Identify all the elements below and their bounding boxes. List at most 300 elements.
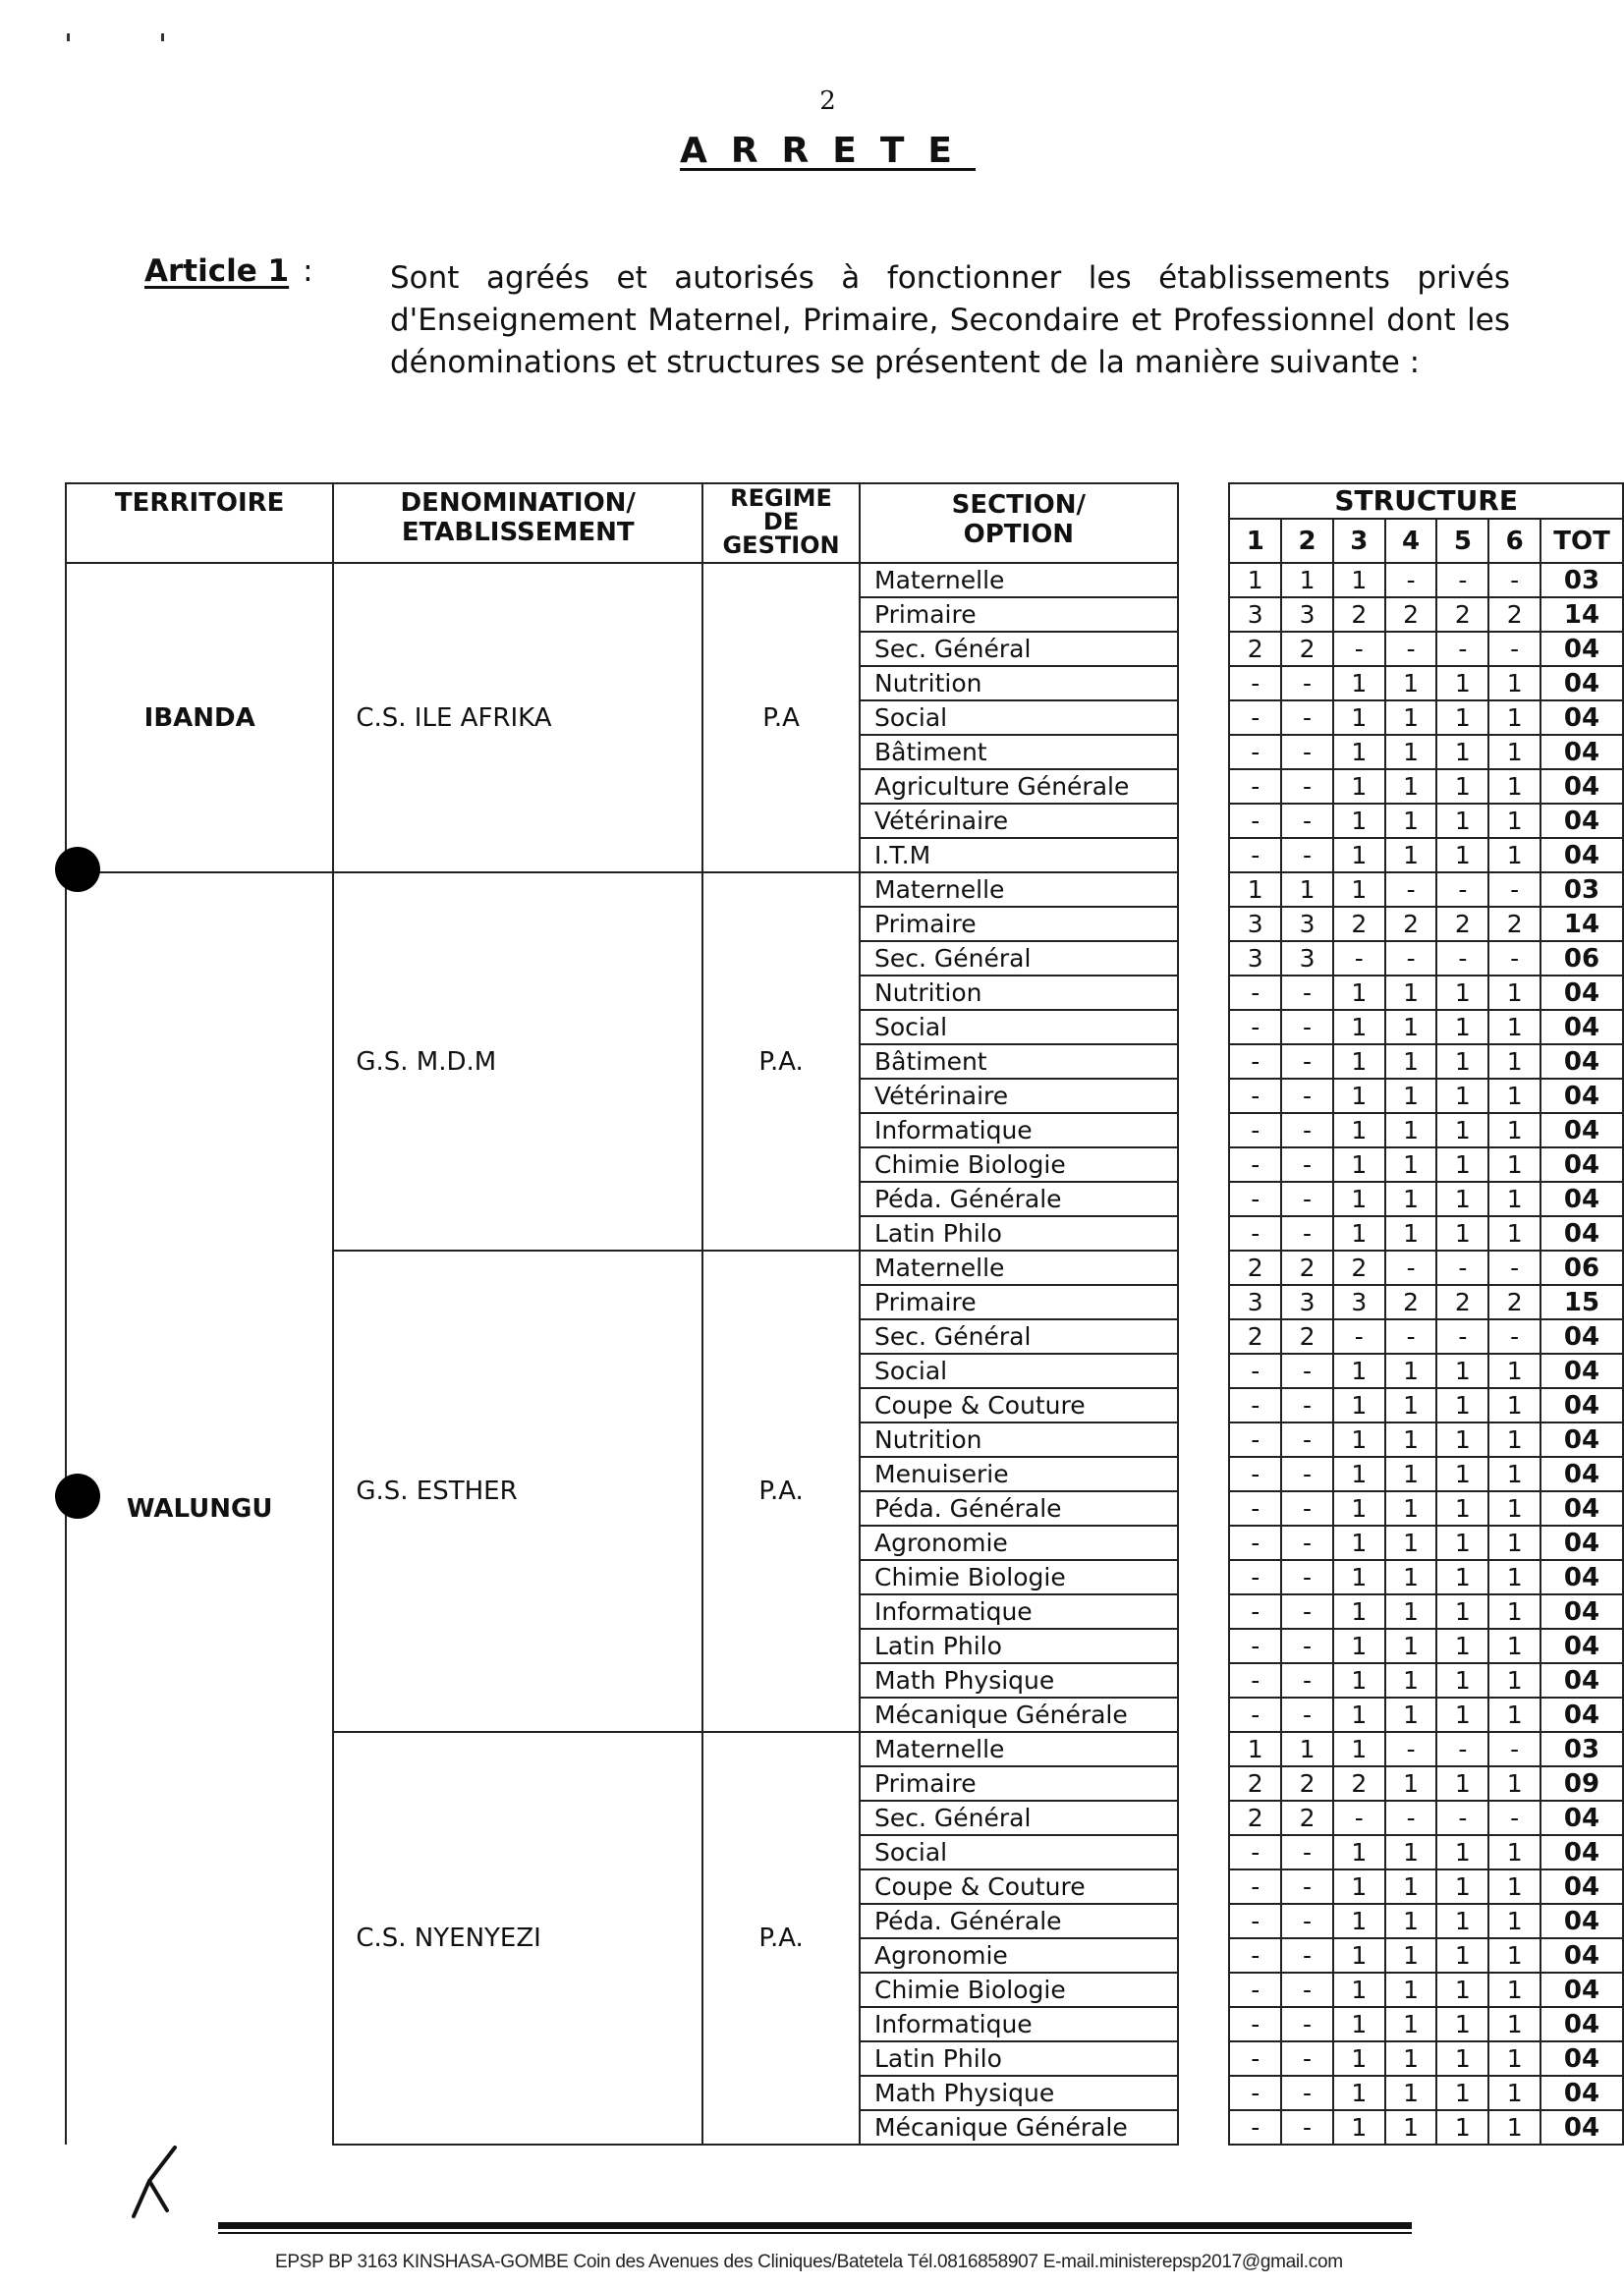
column-gap [1178,941,1230,976]
section-cell: Primaire [860,1766,1178,1801]
total-cell: 04 [1540,1216,1623,1251]
header-denomination: DENOMINATION/ ETABLISSEMENT [333,483,702,563]
structure-cell-3: 1 [1333,1938,1385,1973]
structure-cell-2: 2 [1281,1766,1333,1801]
structure-cell-3: 1 [1333,563,1385,597]
structure-cell-2: - [1281,1973,1333,2007]
structure-cell-5: 1 [1436,1422,1488,1457]
structure-cell-6: 1 [1488,1182,1540,1216]
structure-cell-2: - [1281,1594,1333,1629]
structure-cell-5: 1 [1436,1113,1488,1147]
structure-cell-2: 1 [1281,1732,1333,1766]
structure-cell-4: 1 [1385,1663,1437,1698]
section-cell: Nutrition [860,976,1178,1010]
school-name-cell: G.S. M.D.M [333,872,702,1251]
header-col-2: 2 [1281,519,1333,563]
structure-cell-6: 1 [1488,1904,1540,1938]
structure-cell-3: 1 [1333,1010,1385,1044]
structure-cell-5: 1 [1436,976,1488,1010]
structure-cell-6: - [1488,632,1540,666]
structure-cell-5: - [1436,1801,1488,1835]
structure-cell-2: - [1281,2041,1333,2076]
structure-cell-2: - [1281,1491,1333,1526]
structure-cell-3: 1 [1333,1147,1385,1182]
structure-cell-5: - [1436,563,1488,597]
column-gap [1178,1457,1230,1491]
structure-cell-2: - [1281,804,1333,838]
structure-cell-1: 1 [1229,872,1281,907]
structure-cell-6: 1 [1488,1491,1540,1526]
structure-cell-6: 1 [1488,1388,1540,1422]
structure-cell-4: 1 [1385,1182,1437,1216]
total-cell: 04 [1540,1938,1623,1973]
total-cell: 09 [1540,1766,1623,1801]
structure-cell-1: - [1229,1594,1281,1629]
structure-cell-2: - [1281,1113,1333,1147]
header-col-tot: TOT [1540,519,1623,563]
structure-cell-6: 1 [1488,1457,1540,1491]
structure-cell-4: 1 [1385,804,1437,838]
structure-cell-6: 1 [1488,1560,1540,1594]
structure-cell-6: 1 [1488,1766,1540,1801]
structure-cell-2: - [1281,838,1333,872]
column-gap [1178,2007,1230,2041]
structure-cell-3: 1 [1333,1904,1385,1938]
structure-cell-5: 1 [1436,769,1488,804]
page-number: 2 [819,86,836,116]
section-cell: Vétérinaire [860,804,1178,838]
structure-cell-5: 1 [1436,1147,1488,1182]
structure-cell-6: - [1488,1801,1540,1835]
section-cell: Péda. Générale [860,1491,1178,1526]
structure-cell-3: 1 [1333,1044,1385,1079]
section-cell: Chimie Biologie [860,1973,1178,2007]
total-cell: 04 [1540,700,1623,735]
total-cell: 04 [1540,1491,1623,1526]
structure-cell-4: 1 [1385,2076,1437,2110]
scan-mark [67,33,70,41]
column-gap [1178,700,1230,735]
structure-cell-6: - [1488,941,1540,976]
structure-cell-1: - [1229,735,1281,769]
structure-cell-3: 1 [1333,1216,1385,1251]
column-gap [1178,769,1230,804]
structure-cell-2: - [1281,2076,1333,2110]
structure-cell-4: 1 [1385,1698,1437,1732]
structure-cell-5: 1 [1436,1079,1488,1113]
structure-cell-6: 1 [1488,735,1540,769]
territory-cell: IBANDA [66,563,333,872]
structure-cell-3: 1 [1333,976,1385,1010]
structure-cell-6: 1 [1488,1354,1540,1388]
structure-cell-1: - [1229,1835,1281,1869]
header-col-5: 5 [1436,519,1488,563]
column-gap [1178,838,1230,872]
schools-table [65,482,1624,2146]
section-cell: Social [860,700,1178,735]
column-gap [1178,1010,1230,1044]
structure-cell-4: 1 [1385,1457,1437,1491]
structure-cell-4: 2 [1385,597,1437,632]
total-cell: 04 [1540,1147,1623,1182]
structure-cell-3: 2 [1333,1766,1385,1801]
structure-cell-2: 3 [1281,907,1333,941]
structure-cell-6: 2 [1488,907,1540,941]
structure-cell-6: 1 [1488,1835,1540,1869]
column-gap [1178,1319,1230,1354]
total-cell: 03 [1540,872,1623,907]
total-cell: 04 [1540,1388,1623,1422]
structure-cell-4: - [1385,1732,1437,1766]
column-gap [1178,1938,1230,1973]
column-gap [1178,1422,1230,1457]
total-cell: 04 [1540,769,1623,804]
total-cell: 04 [1540,1354,1623,1388]
structure-cell-3: 1 [1333,1079,1385,1113]
structure-cell-3: 1 [1333,2110,1385,2145]
structure-cell-3: - [1333,1319,1385,1354]
section-cell: Math Physique [860,2076,1178,2110]
header-structure: STRUCTURE [1229,483,1623,519]
territory-cell: WALUNGU [66,872,333,2145]
section-cell: Latin Philo [860,1216,1178,1251]
structure-cell-1: 1 [1229,563,1281,597]
structure-cell-3: 1 [1333,2041,1385,2076]
total-cell: 06 [1540,941,1623,976]
section-cell: Maternelle [860,872,1178,907]
structure-cell-6: 1 [1488,1044,1540,1079]
structure-cell-2: - [1281,1147,1333,1182]
total-cell: 04 [1540,1560,1623,1594]
section-cell: Péda. Générale [860,1182,1178,1216]
total-cell: 14 [1540,597,1623,632]
structure-cell-6: 1 [1488,2007,1540,2041]
footer-rule [218,2222,1412,2229]
total-cell: 06 [1540,1251,1623,1285]
section-cell: Sec. Général [860,1801,1178,1835]
structure-cell-5: 1 [1436,1766,1488,1801]
total-cell: 04 [1540,1422,1623,1457]
structure-cell-4: 1 [1385,838,1437,872]
structure-cell-1: - [1229,804,1281,838]
structure-cell-1: - [1229,1973,1281,2007]
structure-cell-2: 2 [1281,1319,1333,1354]
section-cell: Mécanique Générale [860,1698,1178,1732]
structure-cell-1: - [1229,2110,1281,2145]
punch-hole [55,847,100,892]
structure-cell-4: 1 [1385,1079,1437,1113]
column-gap [1178,1835,1230,1869]
initials-mark [128,2142,187,2220]
structure-cell-5: 1 [1436,1010,1488,1044]
column-gap [1178,735,1230,769]
total-cell: 04 [1540,838,1623,872]
column-gap [1178,1216,1230,1251]
column-gap [1178,1594,1230,1629]
structure-cell-1: - [1229,1216,1281,1251]
punch-hole [55,1474,100,1519]
column-gap [1178,597,1230,632]
regime-cell: P.A. [702,1251,860,1732]
column-gap [1178,1182,1230,1216]
column-gap [1178,1354,1230,1388]
column-gap [1178,1388,1230,1422]
section-cell: Social [860,1354,1178,1388]
column-gap [1178,483,1230,563]
structure-cell-2: - [1281,1044,1333,1079]
section-cell: Agronomie [860,1526,1178,1560]
structure-cell-2: 2 [1281,1251,1333,1285]
section-cell: Maternelle [860,563,1178,597]
structure-cell-6: 1 [1488,1973,1540,2007]
structure-cell-4: 1 [1385,1526,1437,1560]
structure-cell-5: 1 [1436,1457,1488,1491]
section-cell: Nutrition [860,666,1178,700]
structure-cell-5: 1 [1436,1629,1488,1663]
column-gap [1178,907,1230,941]
structure-cell-1: - [1229,1079,1281,1113]
structure-cell-2: - [1281,1869,1333,1904]
total-cell: 03 [1540,1732,1623,1766]
structure-cell-2: - [1281,2007,1333,2041]
article-label: Article 1 : [144,253,313,289]
structure-cell-6: - [1488,872,1540,907]
structure-cell-6: 1 [1488,2110,1540,2145]
structure-cell-2: - [1281,1216,1333,1251]
structure-cell-6: 1 [1488,1594,1540,1629]
structure-cell-3: 1 [1333,1629,1385,1663]
school-name-cell: G.S. ESTHER [333,1251,702,1732]
structure-cell-3: 2 [1333,1251,1385,1285]
column-gap [1178,1663,1230,1698]
structure-cell-5: 2 [1436,907,1488,941]
structure-cell-5: 1 [1436,1663,1488,1698]
structure-cell-6: 2 [1488,597,1540,632]
structure-cell-4: 1 [1385,1629,1437,1663]
structure-cell-4: 1 [1385,1422,1437,1457]
structure-cell-5: 1 [1436,1216,1488,1251]
column-gap [1178,1869,1230,1904]
total-cell: 04 [1540,1973,1623,2007]
structure-cell-1: - [1229,2076,1281,2110]
structure-cell-3: 1 [1333,838,1385,872]
total-cell: 14 [1540,907,1623,941]
structure-cell-1: 2 [1229,632,1281,666]
column-gap [1178,1113,1230,1147]
section-cell: Latin Philo [860,2041,1178,2076]
structure-cell-5: 1 [1436,1526,1488,1560]
total-cell: 04 [1540,1113,1623,1147]
column-gap [1178,2110,1230,2145]
structure-cell-1: - [1229,1698,1281,1732]
structure-cell-1: 2 [1229,1251,1281,1285]
header-col-6: 6 [1488,519,1540,563]
structure-cell-6: 1 [1488,1422,1540,1457]
structure-cell-5: 1 [1436,1594,1488,1629]
structure-cell-6: 1 [1488,769,1540,804]
column-gap [1178,804,1230,838]
total-cell: 15 [1540,1285,1623,1319]
structure-cell-1: 3 [1229,941,1281,976]
structure-cell-1: - [1229,666,1281,700]
structure-cell-2: 1 [1281,563,1333,597]
structure-cell-5: 1 [1436,1869,1488,1904]
section-cell: Informatique [860,1113,1178,1147]
structure-cell-4: 2 [1385,1285,1437,1319]
structure-cell-4: 1 [1385,1973,1437,2007]
section-cell: Maternelle [860,1732,1178,1766]
regime-cell: P.A. [702,872,860,1251]
structure-cell-6: 1 [1488,1010,1540,1044]
structure-cell-6: 1 [1488,1869,1540,1904]
structure-cell-3: 1 [1333,872,1385,907]
structure-cell-4: 1 [1385,976,1437,1010]
header-col-3: 3 [1333,519,1385,563]
structure-cell-3: 1 [1333,1869,1385,1904]
column-gap [1178,976,1230,1010]
structure-cell-4: 1 [1385,1388,1437,1422]
total-cell: 04 [1540,1663,1623,1698]
section-cell: Vétérinaire [860,1079,1178,1113]
total-cell: 04 [1540,666,1623,700]
structure-cell-4: 1 [1385,666,1437,700]
structure-cell-6: 1 [1488,666,1540,700]
structure-cell-5: - [1436,872,1488,907]
structure-cell-3: 1 [1333,666,1385,700]
structure-cell-4: - [1385,563,1437,597]
structure-cell-5: 1 [1436,700,1488,735]
structure-cell-5: 2 [1436,1285,1488,1319]
structure-cell-4: - [1385,632,1437,666]
structure-cell-6: 1 [1488,1629,1540,1663]
section-cell: Péda. Générale [860,1904,1178,1938]
table-row [66,872,1623,907]
structure-cell-4: 1 [1385,1216,1437,1251]
total-cell: 04 [1540,2041,1623,2076]
total-cell: 04 [1540,1319,1623,1354]
structure-cell-2: 1 [1281,872,1333,907]
structure-cell-4: 2 [1385,907,1437,941]
structure-cell-2: 3 [1281,941,1333,976]
section-cell: Sec. Général [860,941,1178,976]
structure-cell-2: - [1281,1560,1333,1594]
header-col-4: 4 [1385,519,1437,563]
structure-cell-1: - [1229,1938,1281,1973]
structure-cell-3: 2 [1333,597,1385,632]
structure-cell-2: - [1281,1422,1333,1457]
structure-cell-2: - [1281,1526,1333,1560]
structure-cell-2: - [1281,2110,1333,2145]
total-cell: 04 [1540,632,1623,666]
structure-cell-1: 3 [1229,907,1281,941]
structure-cell-4: 1 [1385,1354,1437,1388]
structure-cell-5: 2 [1436,597,1488,632]
structure-cell-2: - [1281,769,1333,804]
structure-cell-5: 1 [1436,2041,1488,2076]
structure-cell-3: 1 [1333,1491,1385,1526]
structure-cell-1: - [1229,1388,1281,1422]
structure-cell-2: - [1281,1835,1333,1869]
column-gap [1178,1079,1230,1113]
structure-cell-6: 1 [1488,838,1540,872]
structure-cell-3: 3 [1333,1285,1385,1319]
footer-address: EPSP BP 3163 KINSHASA-GOMBE Coin des Avenues des Cliniques/Batetela Tél.0816858907 E-mail.ministerepsp2017@gmail.com [275,2252,1343,2272]
total-cell: 04 [1540,804,1623,838]
structure-cell-2: - [1281,1629,1333,1663]
structure-cell-2: - [1281,1079,1333,1113]
structure-cell-5: 1 [1436,1904,1488,1938]
total-cell: 04 [1540,1079,1623,1113]
structure-cell-5: 1 [1436,1354,1488,1388]
structure-cell-3: - [1333,941,1385,976]
section-cell: Sec. Général [860,1319,1178,1354]
structure-cell-4: 1 [1385,2110,1437,2145]
structure-cell-5: 1 [1436,1491,1488,1526]
header-territoire: TERRITOIRE [66,483,333,563]
structure-cell-5: 1 [1436,1973,1488,2007]
structure-cell-1: - [1229,1491,1281,1526]
structure-cell-3: 1 [1333,1526,1385,1560]
structure-cell-6: - [1488,563,1540,597]
column-gap [1178,1560,1230,1594]
total-cell: 04 [1540,1457,1623,1491]
structure-cell-1: 2 [1229,1801,1281,1835]
structure-cell-2: - [1281,1904,1333,1938]
column-gap [1178,1766,1230,1801]
structure-cell-6: - [1488,1732,1540,1766]
article-text: Sont agréés et autorisés à fonctionner les établissements privés d'Enseignement Maternel, Primaire, Secondaire et Professionnel dont les dénominations et structures se présentent de la manière suivante : [390,260,1510,380]
structure-cell-2: - [1281,1182,1333,1216]
structure-cell-3: 2 [1333,907,1385,941]
structure-cell-1: - [1229,1663,1281,1698]
structure-cell-4: 1 [1385,769,1437,804]
structure-cell-2: - [1281,1354,1333,1388]
column-gap [1178,1526,1230,1560]
structure-cell-1: - [1229,1629,1281,1663]
structure-cell-4: - [1385,1319,1437,1354]
table-row [66,563,1623,597]
header-regime: REGIME DE GESTION [702,483,860,563]
structure-cell-1: - [1229,1526,1281,1560]
structure-cell-2: 2 [1281,632,1333,666]
structure-cell-3: 1 [1333,1388,1385,1422]
column-gap [1178,1801,1230,1835]
structure-cell-3: 1 [1333,1113,1385,1147]
total-cell: 04 [1540,2110,1623,2145]
column-gap [1178,1147,1230,1182]
column-gap [1178,1973,1230,2007]
structure-cell-6: 1 [1488,1113,1540,1147]
structure-cell-3: 1 [1333,1663,1385,1698]
total-cell: 04 [1540,1835,1623,1869]
section-cell: Coupe & Couture [860,1869,1178,1904]
structure-cell-5: 1 [1436,1560,1488,1594]
header-section: SECTION/ OPTION [860,483,1178,563]
structure-cell-1: 3 [1229,1285,1281,1319]
structure-cell-1: - [1229,1904,1281,1938]
section-cell: Informatique [860,1594,1178,1629]
total-cell: 03 [1540,563,1623,597]
structure-cell-3: 1 [1333,1698,1385,1732]
structure-cell-4: 1 [1385,735,1437,769]
total-cell: 04 [1540,2007,1623,2041]
section-cell: Maternelle [860,1251,1178,1285]
structure-cell-6: - [1488,1319,1540,1354]
structure-cell-1: - [1229,700,1281,735]
total-cell: 04 [1540,1904,1623,1938]
structure-cell-1: - [1229,1147,1281,1182]
structure-cell-2: 2 [1281,1801,1333,1835]
